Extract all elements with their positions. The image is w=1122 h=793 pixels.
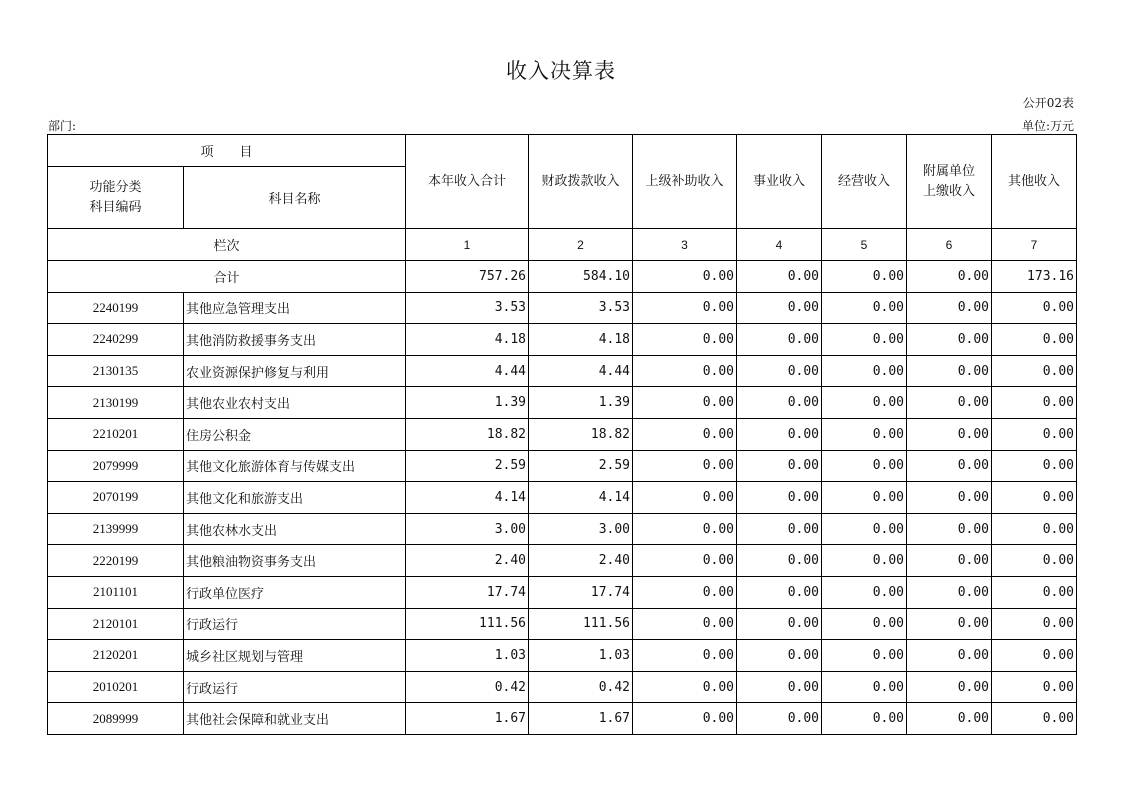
amount-cell: 0.00 (822, 482, 907, 514)
amount-cell: 0.00 (633, 608, 737, 640)
amount-cell: 3.00 (529, 513, 633, 545)
subject-name: 其他文化和旅游支出 (184, 482, 406, 514)
amount-cell: 0.00 (992, 482, 1077, 514)
income-table (47, 134, 1077, 735)
amount-cell: 1.39 (406, 387, 529, 419)
subject-code: 2089999 (48, 703, 184, 735)
amount-cell: 0.00 (907, 450, 992, 482)
amount-cell: 0.00 (633, 640, 737, 672)
amount-cell: 2.59 (529, 450, 633, 482)
total-value: 584.10 (529, 261, 633, 293)
amount-cell: 0.00 (992, 671, 1077, 703)
func-class-line-2: 科目编码 (89, 199, 142, 215)
subject-code: 2120101 (48, 608, 184, 640)
total-value: 0.00 (907, 261, 992, 293)
amount-cell: 0.00 (822, 450, 907, 482)
table-row (48, 482, 1077, 514)
subject-name: 其他文化旅游体育与传媒支出 (184, 450, 406, 482)
amount-cell: 0.00 (992, 576, 1077, 608)
subject-name: 其他社会保障和就业支出 (184, 703, 406, 735)
amount-cell: 0.00 (907, 324, 992, 356)
col-header-total-income: 本年收入合计 (406, 135, 529, 229)
amount-cell: 3.53 (406, 292, 529, 324)
subject-code: 2139999 (48, 513, 184, 545)
func-class-line-1: 功能分类 (89, 179, 142, 195)
amount-cell: 0.00 (737, 355, 822, 387)
amount-cell: 4.18 (529, 324, 633, 356)
table-row (48, 545, 1077, 577)
amount-cell: 2.40 (529, 545, 633, 577)
subject-code: 2079999 (48, 450, 184, 482)
amount-cell: 0.00 (907, 640, 992, 672)
table-row (48, 387, 1077, 419)
total-label: 合计 (48, 261, 406, 293)
amount-cell: 0.00 (907, 703, 992, 735)
amount-cell: 0.00 (737, 545, 822, 577)
col-header-fiscal-appropriation: 财政拨款收入 (529, 135, 633, 229)
amount-cell: 0.00 (992, 703, 1077, 735)
amount-cell: 4.44 (406, 355, 529, 387)
amount-cell: 0.42 (529, 671, 633, 703)
amount-cell: 0.00 (633, 545, 737, 577)
subject-name-header: 科目名称 (184, 167, 406, 229)
amount-cell: 17.74 (529, 576, 633, 608)
col-header-other-income: 其他收入 (992, 135, 1077, 229)
lane-row (48, 229, 1077, 261)
subject-name: 其他农林水支出 (184, 513, 406, 545)
amount-cell: 0.00 (907, 482, 992, 514)
subject-code: 2010201 (48, 671, 184, 703)
subject-name: 行政运行 (184, 671, 406, 703)
table-row (48, 576, 1077, 608)
amount-cell: 4.44 (529, 355, 633, 387)
amount-cell: 0.00 (633, 387, 737, 419)
amount-cell: 0.00 (633, 450, 737, 482)
amount-cell: 0.00 (992, 324, 1077, 356)
amount-cell: 0.00 (907, 513, 992, 545)
lane-number: 4 (737, 229, 822, 261)
table-row (48, 671, 1077, 703)
project-header: 项 目 (48, 135, 406, 167)
amount-cell: 111.56 (529, 608, 633, 640)
amount-cell: 0.00 (822, 545, 907, 577)
amount-cell: 0.00 (633, 292, 737, 324)
unit-label: 单位:万元 (1021, 119, 1074, 133)
amount-cell: 0.00 (737, 387, 822, 419)
amount-cell: 2.40 (406, 545, 529, 577)
col-header-affiliated-unit-income (907, 135, 992, 229)
col-header-operating-income: 经营收入 (822, 135, 907, 229)
amount-cell: 0.00 (737, 703, 822, 735)
amount-cell: 18.82 (529, 418, 633, 450)
lane-number: 6 (907, 229, 992, 261)
table-row (48, 324, 1077, 356)
subject-name: 行政运行 (184, 608, 406, 640)
amount-cell: 0.00 (992, 545, 1077, 577)
amount-cell: 0.00 (633, 482, 737, 514)
amount-cell: 0.00 (737, 324, 822, 356)
amount-cell: 18.82 (406, 418, 529, 450)
amount-cell: 0.00 (907, 671, 992, 703)
amount-cell: 0.00 (633, 671, 737, 703)
page-title: 收入决算表 (506, 59, 616, 83)
subject-name: 其他粮油物资事务支出 (184, 545, 406, 577)
subject-code: 2220199 (48, 545, 184, 577)
table-row (48, 608, 1077, 640)
amount-cell: 0.00 (737, 608, 822, 640)
affiliated-line-2: 上缴收入 (923, 183, 976, 199)
amount-cell: 0.00 (737, 482, 822, 514)
amount-cell: 1.03 (529, 640, 633, 672)
subject-code: 2070199 (48, 482, 184, 514)
table-row (48, 450, 1077, 482)
amount-cell: 0.00 (822, 608, 907, 640)
amount-cell: 0.00 (737, 640, 822, 672)
amount-cell: 1.67 (406, 703, 529, 735)
subject-name: 城乡社区规划与管理 (184, 640, 406, 672)
amount-cell: 0.00 (822, 671, 907, 703)
table-row (48, 703, 1077, 735)
total-value: 0.00 (737, 261, 822, 293)
subject-name: 其他消防救援事务支出 (184, 324, 406, 356)
amount-cell: 0.00 (992, 292, 1077, 324)
amount-cell: 0.00 (822, 576, 907, 608)
amount-cell: 0.00 (633, 324, 737, 356)
amount-cell: 4.14 (529, 482, 633, 514)
amount-cell: 3.53 (529, 292, 633, 324)
amount-cell: 0.00 (907, 545, 992, 577)
subject-code: 2130199 (48, 387, 184, 419)
amount-cell: 0.00 (737, 576, 822, 608)
affiliated-line-1: 附属单位 (923, 163, 976, 179)
department-label: 部门: (48, 119, 77, 133)
amount-cell: 0.00 (992, 640, 1077, 672)
amount-cell: 0.00 (633, 418, 737, 450)
amount-cell: 4.14 (406, 482, 529, 514)
amount-cell: 0.00 (633, 576, 737, 608)
lane-label: 栏次 (48, 229, 406, 261)
amount-cell: 0.00 (822, 387, 907, 419)
amount-cell: 0.00 (737, 513, 822, 545)
amount-cell: 0.00 (737, 418, 822, 450)
lane-number: 7 (992, 229, 1077, 261)
amount-cell: 0.00 (992, 450, 1077, 482)
amount-cell: 0.42 (406, 671, 529, 703)
amount-cell: 0.00 (737, 292, 822, 324)
subject-code: 2240199 (48, 292, 184, 324)
total-value: 757.26 (406, 261, 529, 293)
amount-cell: 0.00 (907, 418, 992, 450)
amount-cell: 0.00 (633, 703, 737, 735)
amount-cell: 0.00 (907, 355, 992, 387)
amount-cell: 17.74 (406, 576, 529, 608)
amount-cell: 1.39 (529, 387, 633, 419)
subject-code: 2240299 (48, 324, 184, 356)
subject-name: 行政单位医疗 (184, 576, 406, 608)
amount-cell: 0.00 (907, 608, 992, 640)
table-row (48, 513, 1077, 545)
col-header-superior-subsidy: 上级补助收入 (633, 135, 737, 229)
table-row (48, 418, 1077, 450)
amount-cell: 0.00 (737, 450, 822, 482)
amount-cell: 1.03 (406, 640, 529, 672)
amount-cell: 0.00 (822, 292, 907, 324)
func-class-header (48, 167, 184, 229)
amount-cell: 0.00 (992, 608, 1077, 640)
amount-cell: 0.00 (822, 640, 907, 672)
amount-cell: 2.59 (406, 450, 529, 482)
total-value: 0.00 (822, 261, 907, 293)
amount-cell: 0.00 (822, 513, 907, 545)
amount-cell: 0.00 (633, 355, 737, 387)
total-value: 0.00 (633, 261, 737, 293)
amount-cell: 0.00 (907, 292, 992, 324)
total-row (48, 261, 1077, 293)
amount-cell: 0.00 (992, 418, 1077, 450)
amount-cell: 0.00 (907, 576, 992, 608)
data-rows (48, 292, 1077, 734)
lane-number: 3 (633, 229, 737, 261)
amount-cell: 0.00 (992, 513, 1077, 545)
subject-name: 其他农业农村支出 (184, 387, 406, 419)
total-value: 173.16 (992, 261, 1077, 293)
amount-cell: 0.00 (822, 355, 907, 387)
col-header-business-income: 事业收入 (737, 135, 822, 229)
lane-number: 2 (529, 229, 633, 261)
amount-cell: 0.00 (822, 324, 907, 356)
amount-cell: 0.00 (822, 703, 907, 735)
header-row-project (48, 135, 1077, 167)
amount-cell: 0.00 (992, 387, 1077, 419)
lane-number: 1 (406, 229, 529, 261)
amount-cell: 0.00 (907, 387, 992, 419)
amount-cell: 0.00 (992, 355, 1077, 387)
amount-cell: 3.00 (406, 513, 529, 545)
table-row (48, 640, 1077, 672)
subject-code: 2130135 (48, 355, 184, 387)
subject-code: 2120201 (48, 640, 184, 672)
amount-cell: 0.00 (822, 418, 907, 450)
table-row (48, 292, 1077, 324)
amount-cell: 1.67 (529, 703, 633, 735)
subject-name: 农业资源保护修复与利用 (184, 355, 406, 387)
table-row (48, 355, 1077, 387)
amount-cell: 0.00 (737, 671, 822, 703)
lane-number: 5 (822, 229, 907, 261)
form-number: 公开02表 (1022, 96, 1074, 110)
amount-cell: 4.18 (406, 324, 529, 356)
amount-cell: 0.00 (633, 513, 737, 545)
subject-code: 2101101 (48, 576, 184, 608)
amount-cell: 111.56 (406, 608, 529, 640)
subject-name: 住房公积金 (184, 418, 406, 450)
subject-name: 其他应急管理支出 (184, 292, 406, 324)
subject-code: 2210201 (48, 418, 184, 450)
